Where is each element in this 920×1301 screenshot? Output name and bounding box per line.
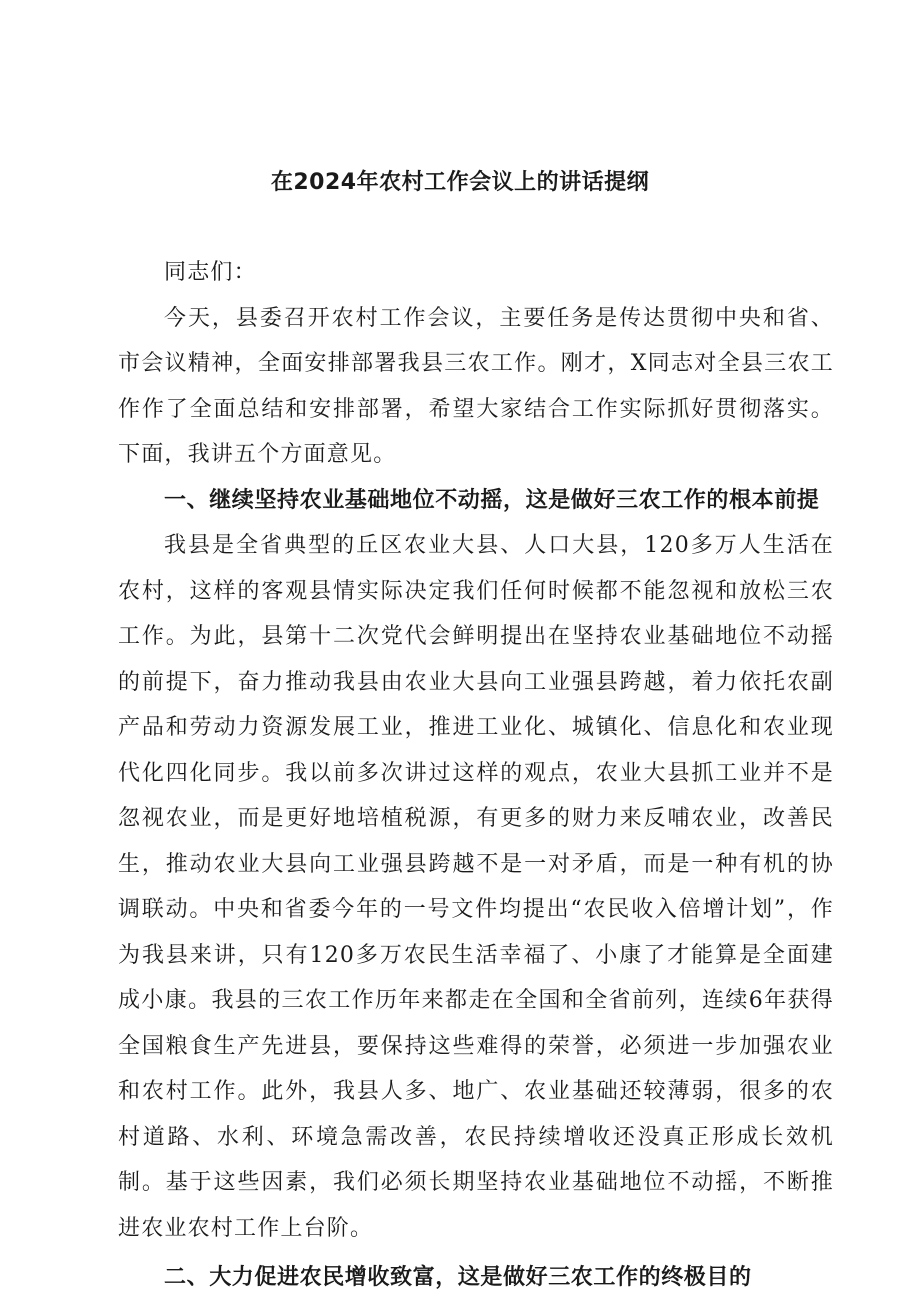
section-2-heading: 二、大力促进农民增收致富，这是做好三农工作的终极目的 xyxy=(164,1265,752,1290)
greeting: 同志们： xyxy=(164,260,257,285)
section-1-paragraph: 我县是全省典型的丘区农业大县、人口大县，120多万人生活在农村，这样的客观县情实际决定我们任何时候都不能忽视和放松三农工作。为此，县第十二次党代会鲜明提出在坚持农业基础地位不动摇的前提下，奋力推动我县由农业大县向工业强县跨越，着力依托农副产品和劳动力资源发展工业，推进工业化、城镇化、信息化和农业现代化四化同步。我以前多次讲过这样的观点，农业大县抓工业并不是忽视农业，而是更好地培植税源，有更多的财力来反哺农业，改善民生，推动农业大县向工业强县跨越不是一对矛盾，而是一种有机的协调联动。中央和省委今年的一号文件均提出“农民收入倍增计划”，作为我县来讲，只有120多万农民生活幸福了、小康了才能算是全面建成小康。我县的三农工作历年来都走在全国和全省前列，连续6年获得全国粮食生产先进县，要保持这些难得的荣誉，必须进一步加强农业和农村工作。此外，我县人多、地广、农业基础还较薄弱，很多的农村道路、水利、环境急需改善，农民持续增收还没真正形成长效机制。基于这些因素，我们必须长期坚持农业基础地位不动摇，不断推进农业农村工作上台阶。 xyxy=(118,533,834,1241)
section-1-heading: 一、继续坚持农业基础地位不动摇，这是做好三农工作的根本前提 xyxy=(164,487,820,513)
document-title: 在2024年农村工作会议上的讲话提纲 xyxy=(270,170,650,195)
intro-paragraph: 今天，县委召开农村工作会议，主要任务是传达贯彻中央和省、市会议精神，全面安排部署我县三农工作。刚才，X同志对全县三农工作作了全面总结和安排部署，希望大家结合工作实际抓好贯彻落实。下面，我讲五个方面意见。 xyxy=(118,305,834,467)
document-body xyxy=(118,250,834,1301)
